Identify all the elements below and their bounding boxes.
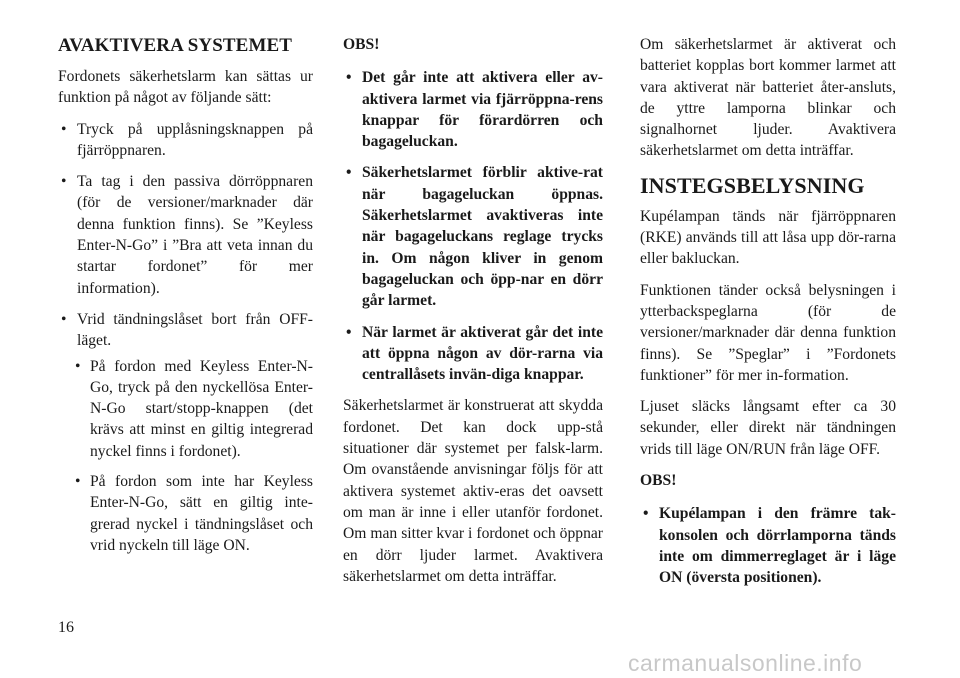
column-3 <box>640 34 896 599</box>
sub-list-item: • På fordon med Keyless Enter-N-Go, tryck på den nyckellösa Enter-N-Go start/stopp-knappen (det krävs att minst en giltig integrerad nyckel finns i fordonet). <box>58 356 313 462</box>
list-item: • Tryck på upplåsningsknappen på fjärröppnaren. <box>58 119 313 162</box>
sub-list-item: • På fordon som inte har Keyless Enter-N-Go, sätt en giltig inte-grerad nyckel i tändningslåset och vrid nyckeln till läge ON. <box>58 471 313 556</box>
intro-paragraph: Fordonets säkerhetslarm kan sättas ur funktion på något av följande sätt: <box>58 68 313 107</box>
list-item: • Säkerhetslarmet förblir aktive-rat när bagageluckan öppnas. Säkerhetslarmet avaktiveras inte när bagageluckans reglage trycks in. Om någon kliver in genom bagageluckan och öpp-nar en dörr går larmet. <box>343 162 603 311</box>
list-item: • Kupélampan i den främre tak-konsolen och dörrlamporna tänds inte om dimmerreglaget är i läge ON (översta positionen). <box>640 503 896 588</box>
obs-label: OBS! <box>640 472 677 490</box>
deactivate-list <box>58 119 313 557</box>
body-paragraph: Säkerhetslarmet är konstruerat att skydda fordonet. Det kan dock upp-stå situationer där systemet per falsk-larm. Om ovanstående anvisningar följs för att aktivera systemet aktiv-eras det oavsett om man är inne i eller utanför fordonet. Om man sitter kvar i fordonet och öppnar en dörr ljuder larmet. Avaktivera säkerhetslarmet om detta inträffar. <box>343 397 603 585</box>
section-heading-entry-lighting: INSTEGSBELYSNING <box>640 172 865 198</box>
section-heading-deactivate: AVAKTIVERA SYSTEMET <box>58 35 293 56</box>
list-item: • När larmet är aktiverat går det inte att öppna någon av dör-rarna via centrallåsets invän-diga knappar. <box>343 322 603 386</box>
body-paragraph: Kupélampan tänds när fjärröppnaren (RKE) används till att låsa upp dör-rarna eller bakluckan. <box>640 207 896 268</box>
obs-list <box>640 503 896 588</box>
list-item: • Ta tag i den passiva dörröppnaren (för de versioner/marknader där denna funktion finns). Se ”Keyless Enter-N-Go” i ”Bra att veta innan du startar fordonet” för mer information). <box>58 171 313 299</box>
body-paragraph: Funktionen tänder också belysningen i ytterbackspeglarna (för de versioner/marknader där denna funktion finns). Se ”Speglar” i ”Fordonets funktioner” för mer in-formation. <box>640 281 896 384</box>
column-1 <box>58 34 313 565</box>
body-paragraph: Om säkerhetslarmet är aktiverat och batteriet kopplas bort kommer larmet att vara aktiverat när batteriet åter-ansluts, de yttre lamporna blinkar och signalhornet ljuder. Avaktivera säkerhetslarmet om detta inträffar. <box>640 36 896 160</box>
column-2 <box>343 34 603 597</box>
watermark: carmanualsonline.info <box>628 650 863 676</box>
obs-label: OBS! <box>343 36 380 53</box>
obs-list <box>343 67 603 385</box>
page-number: 16 <box>58 619 74 636</box>
body-paragraph: Ljuset släcks långsamt efter ca 30 sekunder, eller direkt när tändningen vrids till läge ON/RUN från läge OFF. <box>640 398 896 458</box>
list-item <box>58 309 313 352</box>
list-item-text: Vrid tändningslåset bort från OFF-läget. <box>77 310 313 350</box>
list-item: • Det går inte att aktivera eller av-aktivera larmet via fjärröppna-rens knappar för förardörren och bagageluckan. <box>343 67 603 152</box>
